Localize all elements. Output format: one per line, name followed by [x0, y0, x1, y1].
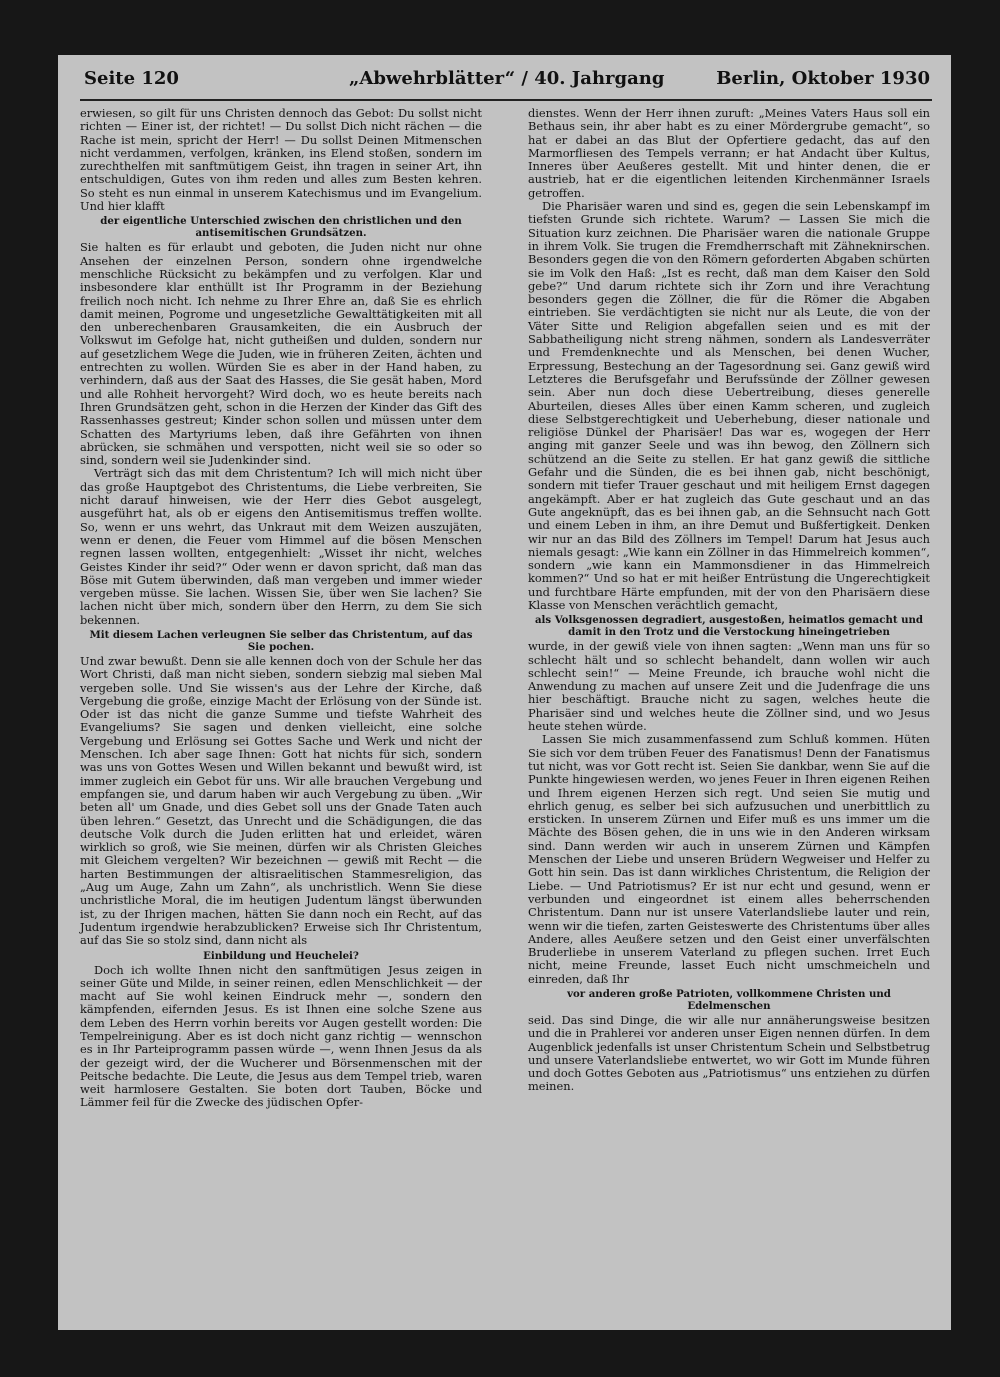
paragraph: Doch ich wollte Ihnen nicht den sanftmütigen Jesus zeigen in seiner Güte und Milde, in seiner reinen, edlen Menschlichkeit — der macht auf Sie wohl keinen Eindruck mehr —, sondern den kämpfenden, eifernden Jesus. Es ist Ihnen eine solche Szene aus dem Leben des Herrn vorhin bereits vor Augen gestellt worden: Die Tempelreinigung. Aber es ist doch nicht ganz richtig — wennschon es in Ihr Parteiprogramm passen würde —, wenn Ihnen Jesus da als der gezeigt wird, der die Wucherer und Börsenmenschen mit der Peitsche bedachte. Die Leute, die Jesus aus dem Tempel trieb, waren weit harmlosere Gestalten. Sie boten dort Tauben, Böcke und Lämmer feil für die Zwecke des jüdischen Opfer- — [80, 962, 482, 1110]
header-rule — [80, 99, 932, 101]
page-number: Seite 120 — [84, 68, 179, 89]
paragraph: Die Pharisäer waren und sind es, gegen die sein Lebenskampf im tiefsten Grunde sich richtete. Warum? — Lassen Sie mich die Situation kurz zeichnen. Die Pharisäer waren die nationale Gruppe in ihrem Volk. Sie trugen die Fremdherrschaft mit Zähneknirschen. Besonders gegen die von den Römern geforderten Abgaben schürten sie im Volk den Haß: „Ist es recht, daß man dem Kaiser den Sold gebe?“ Und darum richtete sich ihr Zorn und ihre Verachtung besonders gegen die Zöllner, die für die Römer die Abgaben eintrieben. Sie verdächtigten sie nicht nur als Leute, die von der Väter Sitte und Religion abgefallen seien und es mit der Sabbatheiligung nicht streng nähmen, sondern als Landesverräter und Fremdenknechte und als Menschen, bei denen Wucher, Erpressung, Bestechung an der Tagesordnung sei. Ganz gewiß wird Letzteres die Berufsgefahr und Berufssünde der Zöllner gewesen sein. Aber nun doch diese Uebertreibung, dieses generelle Aburteilen, dieses Alles über einen Kamm scheren, und zugleich diese Selbstgerechtigkeit und Ueberhebung, dieser nationale und religiöse Dünkel der Pharisäer! Das war es, wogegen der Herr anging mit ganzer Seele und was ihn bewog, den Zöllnern sich schützend an die Seite zu stellen. Er hat ganz gewiß die sittliche Gefahr und die Sünden, die es bei ihnen gab, nicht beschönigt, sondern mit tiefer Trauer geschaut und mit heiligem Ernst dagegen angekämpft. Aber er hat zugleich das Gute geschaut und an das Gute angeknüpft, das es bei ihnen gab, an die Sehnsucht nach Gott und einem Leben in ihm, an ihre Demut und Bußfertigkeit. Denken wir nur an das Bild des Zöllners im Tempel! Darum hat Jesus auch niemals gesagt: „Wie kann ein Zöllner in das Himmelreich kommen“, sondern „wie kann ein Mammonsdiener in das Himmelreich kommen?“ Und so hat er mit heißer Entrüstung die Ungerechtigkeit und furchtbare Härte empfunden, mit der von den Pharisäern diese Klasse von Menschen verächtlich gemacht, — [528, 199, 930, 612]
paragraph: Und zwar bewußt. Denn sie alle kennen doch von der Schule her das Wort Christi, daß man nicht sieben, sondern siebzig mal sieben Mal vergeben solle. Und Sie wissen's aus der Lehre der Kirche, daß Vergebung die große, einzige Macht der Erlösung von der Sünde ist. Oder ist das nicht die ganze Summe und tiefste Wahrheit des Evangeliums? Sie sagen und denken vielleicht, eine solche Vergebung und Erlösung sei Gottes Sache und Werk und nicht der Menschen. Ich aber sage Ihnen: Gott hat nichts für sich, sondern was uns von Gottes Wesen und Willen bekannt und bewußt wird, ist immer zugleich ein Gebot für uns. Wir alle brauchen Vergebung und empfangen sie, und darum haben wir auch Vergebung zu üben. „Wir beten all' um Gnade, und dies Gebet soll uns der Gnade Taten auch üben lehren.“ Gesetzt, das Unrecht und die Schädigungen, die das deutsche Volk durch die Juden erlitten hat und erleidet, wären wirklich so groß, wie Sie meinen, dürfen wir als Christen Gleiches mit Gleichem vergelten? Wir bezeichnen — gewiß mit Recht — die harten Bestimmungen der altisraelitischen Stammesreligion, das „Aug um Auge, Zahn um Zahn“, als unchristlich. Wenn Sie diese unchristliche Moral, die im heutigen Judentum längst überwunden ist, zu der Ihrigen machen, hätten Sie dann noch ein Recht, auf das Judentum irgendwie herabzublicken? Erweise sich Ihr Christentum, auf das Sie so stolz sind, dann nicht als — [80, 653, 482, 948]
subheading: der eigentliche Unterschied zwischen den christlichen und den antisemitischen Grundsätzen. — [100, 215, 462, 240]
subheading: als Volksgenossen degradiert, ausgestoßen, heimatlos gemacht und damit in den Trotz und die Verstockung hineingetrieben — [534, 614, 924, 639]
subheading: Mit diesem Lachen verleugnen Sie selber das Christentum, auf das Sie pochen. — [89, 628, 473, 653]
right-column — [528, 107, 930, 1094]
paragraph: Lassen Sie mich zusammenfassend zum Schluß kommen. Hüten Sie sich vor dem trüben Feuer des Fanatismus! Denn der Fanatismus tut nicht, was vor Gott recht ist. Seien Sie dankbar, wenn Sie auf die Punkte hingewiesen werden, wo jenes Feuer in Ihren eigenen Reihen und Ihrem eigenen Herzen sich regt. Und seien Sie mutig und ehrlich genug, es selber bei sich aufzusuchen und unerbittlich zu ersticken. In unserem Zürnen und Eifer muß es uns immer um die Mächte des Bösen gehen, die in uns wie in den Anderen wirksam sind. Dann werden wir auch in unserem Zürnen und Kämpfen Menschen der Liebe und unseren Brüdern Wegweiser und Helfer zu Gott hin sein. Das ist dann wirkliches Christentum, die Religion der Liebe. — Und Patriotismus? Er ist nur echt und gesund, wenn er verbunden und eingeordnet ist einem alles beherrschenden Christentum. Dann nur ist unsere Vaterlandsliebe lauter und rein, wenn wir die tiefen, zarten Geisteswerte des Christentums über alles Andere, alles Aeußere setzen und den Geist einer unverfälschten Bruderliebe in unserem Vaterland zu pflegen suchen. Irret Euch nicht, meine Freunde, lasset Euch nicht umschmeicheln und einreden, daß Ihr — [528, 732, 930, 986]
paragraph: Verträgt sich das mit dem Christentum? Ich will mich nicht über das große Hauptgebot des Christentums, die Liebe verbreiten, Sie nicht darauf hinweisen, wie der Herr dies Gebot ausgelegt, ausgeführt hat, als ob er eigens den Antisemitismus treffen wollte. So, wenn er uns wehrt, das Unkraut mit dem Weizen auszujäten, wenn er denen, die Feuer vom Himmel auf die bösen Menschen regnen lassen wollten, entgegenhielt: „Wisset ihr nicht, welches Geistes Kinder ihr seid?“ Oder wenn er davon spricht, daß man das Böse mit Gutem überwinden, daß man vergeben und immer wieder vergeben müsse. Sie lachen. Wissen Sie, über wen Sie lachen? Sie lachen nicht über mich, sondern über den Herrn, zu dem Sie sich bekennen. — [80, 466, 482, 627]
left-column — [80, 107, 482, 1110]
page-header — [84, 68, 930, 94]
paragraph: erwiesen, so gilt für uns Christen dennoch das Gebot: Du sollst nicht richten — Einer ist, der richtet! — Du sollst Dich nicht rächen — die Rache ist mein, spricht der Herr! — Du sollst Deinen Mitmenschen nicht verdammen, verfolgen, kränken, ins Elend stoßen, sondern im zurechthelfen mit sanftmütigem Geist, ihn tragen in seiner Art, ihn entschuldigen, Gutes von ihm reden und alles zum Besten kehren. So steht es nun einmal in unserem Katechismus und im Evangelium. Und hier klafft — [80, 106, 482, 214]
paragraph: wurde, in der gewiß viele von ihnen sagten: „Wenn man uns für so schlecht hält und so schlecht behandelt, dann wollen wir auch schlecht sein!“ — Meine Freunde, ich brauche wohl nicht die Anwendung zu machen auf unsere Zeit und die Judenfrage die uns hier beschäftigt. Brauche nicht zu sagen, welches heute die Pharisäer sind und welches heute die Zöllner sind, und wo Jesus heute stehen würde. — [528, 639, 930, 734]
subheading: Einbildung und Heuchelei? — [203, 949, 359, 962]
paragraph: dienstes. Wenn der Herr ihnen zuruft: „Meines Vaters Haus soll ein Bethaus sein, ihr aber habt es zu einer Mördergrube gemacht“, so hat er dabei an das Blut der Opfertiere gedacht, das auf den Marmorfliesen des Tempels verrann; er hat Andacht über Kultus, Inneres über Aeußeres gestellt. Mit und hinter denen, die er austrieb, hat er die eigentlichen leitenden Kirchenmänner Israels getroffen. — [528, 106, 930, 200]
place-and-date: Berlin, Oktober 1930 — [716, 68, 930, 89]
publication-title: „Abwehrblätter“ / 40. Jahrgang — [349, 68, 665, 89]
subheading: vor anderen große Patrioten, vollkommene Christen und Edelmenschen — [567, 988, 891, 1012]
paragraph: seid. Das sind Dinge, die wir alle nur annäherungsweise besitzen und die in Prahlerei vor anderen unser Eigen nennen dürfen. In dem Augenblick jedenfalls ist unser Christentum Schein und Selbstbetrug und unsere Vaterlandsliebe entwertet, wo wir Gott im Munde führen und doch Gottes Geboten aus „Patriotismus“ uns entziehen zu dürfen meinen. — [528, 1013, 930, 1094]
paragraph: Sie halten es für erlaubt und geboten, die Juden nicht nur ohne Ansehen der einzelnen Person, sondern ohne irgendwelche menschliche Rücksicht zu bekämpfen und zu verfolgen. Klar und insbesondere klar enthüllt ist Ihr Programm in der Beziehung freilich noch nicht. Ich nehme zu Ihrer Ehre an, daß Sie es ehrlich damit meinen, Pogrome und ungesetzliche Gewalttätigkeiten mit all den unberechenbaren Grausamkeiten, die ein Ausbruch der Volkswut im Gefolge hat, nicht gutheißen und dulden, sondern nur auf gesetzlichem Wege die Juden, wie in früheren Zeiten, ächten und entrechten zu wollen. Würden Sie es aber in der Hand haben, zu verhindern, daß aus der Saat des Hasses, die Sie gesät haben, Mord und alle Rohheit hervorgeht? Wird doch, wo es heute bereits nach Ihren Grundsätzen geht, schon in die Herzen der Kinder das Gift des Rassenhasses gestreut; Kinder schon sollen und müssen unter dem Schatten des Martyriums leben, daß ihre Gefährten von ihnen abrücken, sie schmähen und verspotten, nicht weil sie so oder so sind, sondern weil sie Judenkinder sind. — [80, 240, 482, 468]
